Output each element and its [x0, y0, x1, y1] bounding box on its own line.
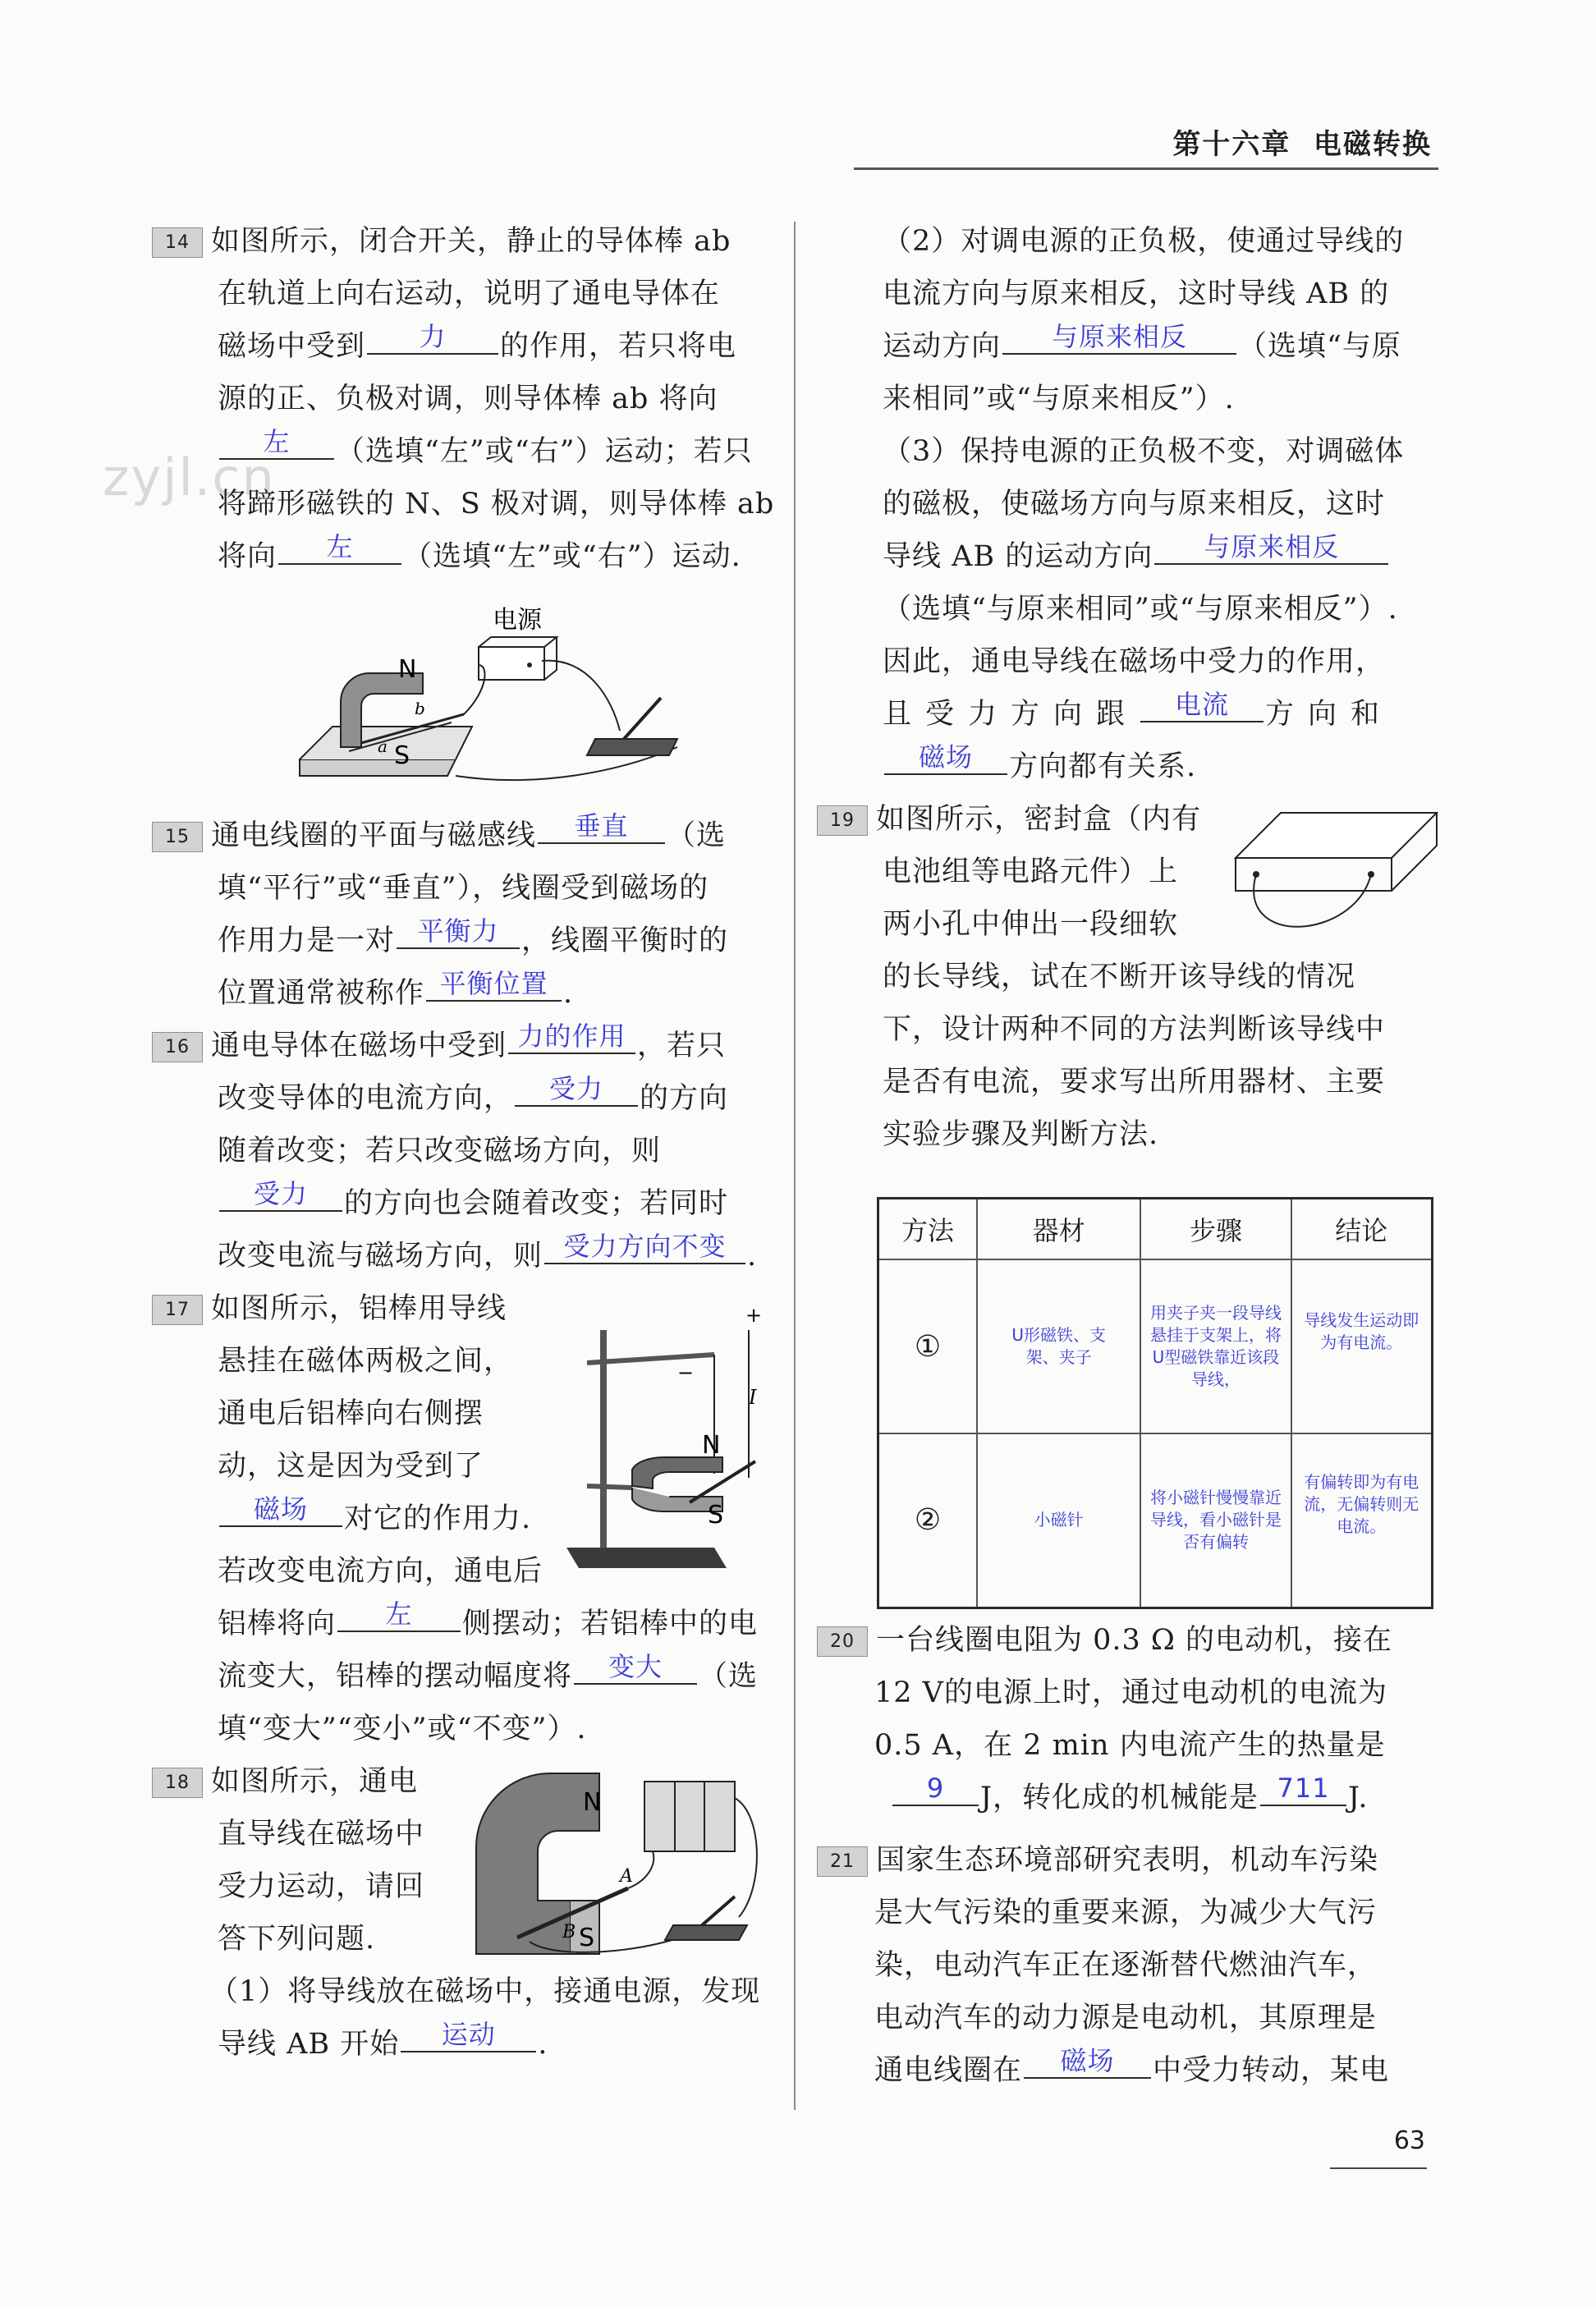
- table-row: [878, 1433, 1433, 1608]
- q16-answer-3: 受力: [219, 1179, 342, 1212]
- q17-text: 铝棒将向: [218, 1608, 337, 1640]
- q14-line1: [152, 223, 731, 259]
- q18-part2-line2: 电流方向与原来相反，这时导线 AB 的: [883, 277, 1390, 310]
- q14-answer-2: 左: [219, 427, 334, 460]
- table-cell-conclusion: 导线发生运动即为有电流。: [1291, 1259, 1433, 1433]
- q18-figure: [460, 1765, 776, 1962]
- q17-line8: [218, 1651, 759, 1695]
- q16-text: 改变导体的电流方向，: [218, 1082, 514, 1115]
- q18-part3-line5: 因此，通电导线在磁场中受力的作用，: [883, 645, 1386, 678]
- q18-answer-4: 电流: [1140, 690, 1264, 722]
- table-cell-steps: 将小磁针慢慢靠近导线，看小磁针是否有偏转: [1140, 1433, 1291, 1608]
- q17-line4: 动，这是因为受到了: [218, 1450, 484, 1483]
- q17-line1: [152, 1291, 507, 1327]
- q16-line2: [218, 1073, 729, 1117]
- q17-answer-2: 左: [337, 1599, 461, 1632]
- fig-label-b: B: [562, 1922, 576, 1942]
- table-cell-steps: 用夹子夹一段导线悬挂于支架上，将U型磁铁靠近该段导线，: [1140, 1259, 1291, 1433]
- q16-text: 改变电流与磁场方向，则: [218, 1240, 543, 1273]
- q17-text: 如图所示，铝棒用导线: [211, 1292, 507, 1325]
- question-number-17: 17: [152, 1295, 203, 1325]
- page-number-rule: [1330, 2167, 1427, 2169]
- q17-text: 对它的作用力.: [344, 1502, 532, 1535]
- q20-text: 一台线圈电阻为 0.3 Ω 的电动机，接在: [876, 1624, 1393, 1657]
- q21-text: 通电线圈在: [874, 2054, 1023, 2087]
- q18-part2-line1: （2）对调电源的正负极，使通过导线的: [883, 225, 1405, 258]
- q18-line3: 受力运动，请回: [218, 1870, 425, 1903]
- q18-text: 方向都有关系.: [1009, 750, 1197, 783]
- table-cell-equipment: 小磁针: [977, 1433, 1140, 1608]
- q17-answer-3: 变大: [574, 1652, 697, 1685]
- q21-line5: [874, 2045, 1390, 2089]
- q14-text: 将向: [218, 540, 277, 573]
- q18-answer-5: 磁场: [884, 742, 1007, 775]
- q14-line5: [218, 426, 753, 470]
- q15-line3: [218, 915, 729, 959]
- q21-answer-1: 磁场: [1024, 2046, 1151, 2079]
- q19-text: 如图所示，密封盒（内有: [876, 803, 1202, 836]
- q18-part2-line3: [883, 321, 1401, 365]
- q18-text: 导线 AB 开始: [218, 2028, 400, 2061]
- q16-text: 的方向: [640, 1082, 729, 1115]
- fig-label-plus: +: [745, 1304, 763, 1327]
- fig-label-a: A: [620, 1866, 633, 1887]
- q16-answer-2: 受力: [515, 1074, 638, 1107]
- q17-line9: 填“变大”“变小”或“不变”）.: [218, 1713, 587, 1745]
- question-number-16: 16: [152, 1032, 203, 1062]
- q14-text: （选填“左”或“右”）运动；若只: [336, 435, 753, 468]
- q18-part2-line4: 来相同”或“与原来相反”）.: [883, 383, 1235, 415]
- table-header: 步骤: [1140, 1199, 1291, 1260]
- q17-line6: 若改变电流方向，通电后: [218, 1555, 543, 1588]
- q20-answer-1: 9: [892, 1773, 979, 1806]
- q15-text: ，线圈平衡时的: [521, 924, 729, 957]
- q20-line4: [891, 1773, 1369, 1816]
- chapter-header: [1172, 122, 1432, 162]
- q18-text: 如图所示，通电: [211, 1765, 419, 1798]
- q15-answer-3: 平衡位置: [426, 969, 562, 1002]
- table-row: [878, 1259, 1433, 1433]
- q16-text: ，若只: [637, 1030, 727, 1062]
- q20-line3: 0.5 A，在 2 min 内电流产生的热量是: [874, 1729, 1386, 1762]
- fig-label-minus: −: [677, 1361, 695, 1384]
- q16-answer-4: 受力方向不变: [544, 1231, 745, 1264]
- fig-label-s: S: [708, 1501, 724, 1530]
- q19-line6: 是否有电流，要求写出所用器材、主要: [883, 1066, 1386, 1098]
- q18-part3-line4: （选填“与原来相同”或“与原来相反”）.: [883, 593, 1398, 626]
- q16-line5: [218, 1231, 758, 1274]
- q16-text: 的方向也会随着改变；若同时: [344, 1187, 729, 1220]
- q15-text: 通电线圈的平面与磁感线: [211, 819, 537, 852]
- table-cell-conclusion: 有偏转即为有电流，无偏转则无电流。: [1291, 1433, 1433, 1608]
- header-rule: [854, 167, 1438, 170]
- q15-answer-2: 平衡力: [397, 916, 520, 949]
- q17-text: 流变大，铝棒的摆动幅度将: [218, 1660, 573, 1693]
- q19-line1: [817, 801, 1201, 837]
- fig-label-s: S: [394, 741, 410, 770]
- q17-line7: [218, 1598, 759, 1642]
- fig-label-n: N: [702, 1431, 721, 1460]
- question-number-20: 20: [817, 1626, 868, 1657]
- fig-label-power: 电源: [493, 606, 542, 635]
- question-number-15: 15: [152, 822, 203, 852]
- q14-line3: [218, 321, 737, 365]
- q18-answer-1: 运动: [401, 2020, 536, 2052]
- q15-text: .: [563, 977, 574, 1010]
- question-number-19: 19: [817, 805, 868, 836]
- q19-line7: 实验步骤及判断方法.: [883, 1118, 1159, 1151]
- fig-label-a: a: [378, 736, 388, 756]
- q15-line4: [218, 968, 574, 1011]
- q16-answer-1: 力的作用: [508, 1021, 635, 1054]
- q15-line1: [152, 810, 727, 854]
- table-cell-method: ①: [878, 1259, 978, 1433]
- q20-text: J.: [1348, 1782, 1369, 1814]
- q17-line2: 悬挂在磁体两极之间，: [218, 1345, 514, 1378]
- q19-line5: 下，设计两种不同的方法判断该导线中: [883, 1013, 1386, 1046]
- q17-answer-1: 磁场: [219, 1494, 342, 1527]
- q17-text: 侧摆动；若铝棒中的电: [462, 1608, 759, 1640]
- q15-answer-1: 垂直: [538, 811, 665, 844]
- q18-answer-2: 与原来相反: [1002, 322, 1236, 355]
- question-number-18: 18: [152, 1768, 203, 1798]
- q21-line4: 电动汽车的动力源是电动机，其原理是: [874, 2002, 1378, 2034]
- q14-figure: [291, 599, 702, 796]
- table-cell-equipment: U形磁铁、支架、夹子: [977, 1259, 1140, 1433]
- q16-line1: [152, 1020, 727, 1064]
- q14-answer-1: 力: [367, 322, 498, 355]
- question-number-14: 14: [152, 227, 203, 258]
- q18-line4: 答下列问题.: [218, 1923, 376, 1956]
- table-header: 方法: [878, 1199, 978, 1260]
- chapter-title: 电磁转换: [1314, 128, 1432, 161]
- q14-line7: [218, 531, 741, 575]
- q17-text: （选: [699, 1660, 759, 1693]
- fig-label-n: N: [398, 655, 417, 684]
- q14-text: 磁场中受到: [218, 330, 366, 363]
- fig-label-b: b: [415, 699, 425, 718]
- table-header: 器材: [977, 1199, 1140, 1260]
- q17-figure: [566, 1297, 772, 1576]
- q19-sealed-box-figure: [1223, 800, 1445, 956]
- q14-text: 的作用，若只将电: [500, 330, 737, 363]
- question-number-21: 21: [817, 1846, 868, 1877]
- column-divider: [794, 222, 796, 2110]
- q18-text: 导线 AB 的运动方向: [883, 540, 1153, 573]
- watermark: zyjl.cn: [103, 447, 276, 507]
- q18-line5: （1）将导线放在磁场中，接通电源，发现: [209, 1975, 761, 2008]
- table-cell-method: ②: [878, 1433, 978, 1608]
- q14-text: （选填“左”或“右”）运动.: [403, 540, 741, 573]
- q16-line4: [218, 1178, 729, 1222]
- q18-part3-line7: [883, 741, 1197, 785]
- q20-line2: 12 V的电源上时，通过电动机的电流为: [874, 1676, 1387, 1709]
- q14-answer-3: 左: [278, 532, 401, 565]
- table-header: 结论: [1291, 1199, 1433, 1260]
- q20-answer-2: 711: [1260, 1773, 1346, 1806]
- q18-text: 且受力方向跟: [883, 698, 1140, 731]
- q18-text: .: [538, 2028, 548, 2061]
- q21-line3: 染，电动汽车正在逐渐替代燃油汽车，: [874, 1949, 1378, 1982]
- q19-line3: 两小孔中伸出一段细软: [883, 908, 1179, 941]
- q21-text: 中受力转动，某电: [1153, 2054, 1390, 2087]
- q14-line4: 源的正、负极对调，则导体棒 ab 将向: [218, 383, 718, 415]
- q21-line1: [817, 1842, 1378, 1878]
- q18-answer-3: 与原来相反: [1154, 532, 1388, 565]
- q18-part3-line1: （3）保持电源的正负极不变，对调磁体: [883, 435, 1405, 468]
- q19-answer-table: [877, 1197, 1433, 1609]
- q21-text: 国家生态环境部研究表明，机动车污染: [876, 1844, 1379, 1877]
- q18-line1: [152, 1764, 418, 1800]
- q15-line2: 填“平行”或“垂直”），线圈受到磁场的: [218, 872, 709, 905]
- q19-line2: 电池组等电路元件）上: [883, 855, 1179, 888]
- q20-line1: [817, 1622, 1392, 1658]
- fig-label-i: I: [749, 1386, 757, 1409]
- q18-text: 方向和: [1265, 698, 1394, 731]
- page-number: 63: [1393, 2126, 1425, 2155]
- q18-part3-line3: [883, 531, 1390, 575]
- fig-label-n: N: [583, 1788, 602, 1817]
- q15-text: （选: [667, 819, 727, 852]
- q21-line2: 是大气污染的重要来源，为减少大气污: [874, 1897, 1378, 1929]
- q14-line2: 在轨道上向右运动，说明了通电导体在: [218, 277, 721, 310]
- q20-text: J，转化成的机械能是: [980, 1782, 1259, 1814]
- q18-text: （选填“与原: [1238, 330, 1401, 363]
- q16-text: .: [747, 1240, 758, 1273]
- fig-label-s: S: [579, 1924, 595, 1952]
- q17-line3: 通电后铝棒向右侧摆: [218, 1397, 484, 1430]
- q19-line4: 的长导线，试在不断开该导线的情况: [883, 961, 1356, 993]
- q18-part3-line6: [883, 689, 1394, 732]
- q16-text: 通电导体在磁场中受到: [211, 1030, 507, 1062]
- q18-part3-line2: 的磁极，使磁场方向与原来相反，这时: [883, 488, 1386, 521]
- q15-text: 作用力是一对: [218, 924, 396, 957]
- q14-text: 如图所示，闭合开关，静止的导体棒 ab: [211, 225, 732, 258]
- q15-text: 位置通常被称作: [218, 977, 425, 1010]
- q16-line3: 随着改变；若只改变磁场方向，则: [218, 1135, 662, 1167]
- q18-line2: 直导线在磁场中: [218, 1818, 425, 1851]
- q17-line5: [218, 1493, 532, 1537]
- chapter-number: 第十六章: [1172, 128, 1291, 161]
- q14-line6: 将蹄形磁铁的 N、S 极对调，则导体棒 ab: [218, 488, 775, 521]
- q18-line6: [218, 2019, 548, 2062]
- q18-text: 运动方向: [883, 330, 1002, 363]
